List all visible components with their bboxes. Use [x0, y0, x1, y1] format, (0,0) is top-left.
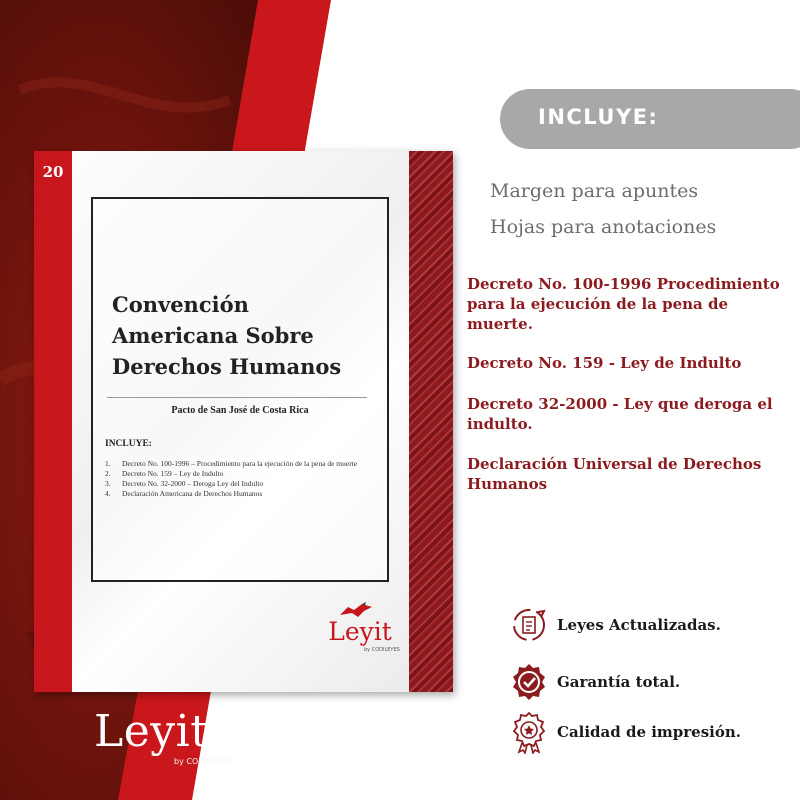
book-brand-logo: Leyit — [328, 617, 392, 646]
includes-badge — [500, 89, 800, 149]
book-pattern-strip — [409, 151, 453, 692]
list-item: 4. Declaración Americana de Derechos Humanos — [105, 489, 263, 498]
benefit-print-quality — [507, 710, 741, 754]
book-number: 20 — [42, 163, 64, 181]
book-brand-sub: by CODILEYES — [364, 647, 400, 653]
included-item-decreto-159: Decreto No. 159 - Ley de Indulto — [467, 354, 742, 372]
included-item-declaracion: Declaración Universal de Derechos Humanos — [467, 455, 762, 493]
benefit-label: Leyes Actualizadas. — [557, 616, 721, 634]
list-item: 2. Decreto No. 159 – Ley de Indulto — [105, 469, 224, 478]
book-subtitle: Pacto de San José de Costa Rica — [171, 405, 309, 416]
brand-logo: Leyit — [94, 706, 209, 757]
list-item: 3. Decreto No. 32-2000 – Deroga Ley del Indulto — [105, 479, 264, 488]
book-title: Convención Americana Sobre Derechos Humanos — [112, 292, 342, 379]
feature-notes: Hojas para anotaciones — [490, 216, 717, 238]
included-item-decreto-100-1996: Decreto No. 100-1996 Procedimiento para la ejecución de la pena de muerte. — [467, 275, 780, 333]
benefit-updated-laws — [507, 603, 721, 647]
benefit-guarantee — [507, 660, 680, 704]
cover-frame — [91, 197, 389, 582]
cover-divider — [107, 397, 367, 398]
quality-ribbon-icon — [507, 710, 551, 754]
benefit-label: Garantía total. — [557, 673, 681, 691]
list-item: 1. Decreto No. 100-1996 – Procedimiento para la ejecución de la pena de muerte — [105, 459, 358, 468]
included-item-decreto-32-2000: Decreto 32-2000 - Ley que deroga el indulto. — [467, 395, 773, 433]
cover-includes-label: INCLUYE: — [105, 439, 152, 449]
check-badge-icon — [507, 660, 551, 704]
includes-label: INCLUYE: — [538, 105, 659, 129]
benefit-label: Calidad de impresión. — [557, 723, 742, 741]
refresh-document-icon — [507, 603, 551, 647]
cover-list — [105, 459, 377, 499]
book-spine — [34, 151, 72, 692]
book-cover — [34, 151, 453, 692]
feature-margin: Margen para apuntes — [490, 180, 699, 202]
brand-sub: by CODILEYES — [174, 757, 232, 766]
